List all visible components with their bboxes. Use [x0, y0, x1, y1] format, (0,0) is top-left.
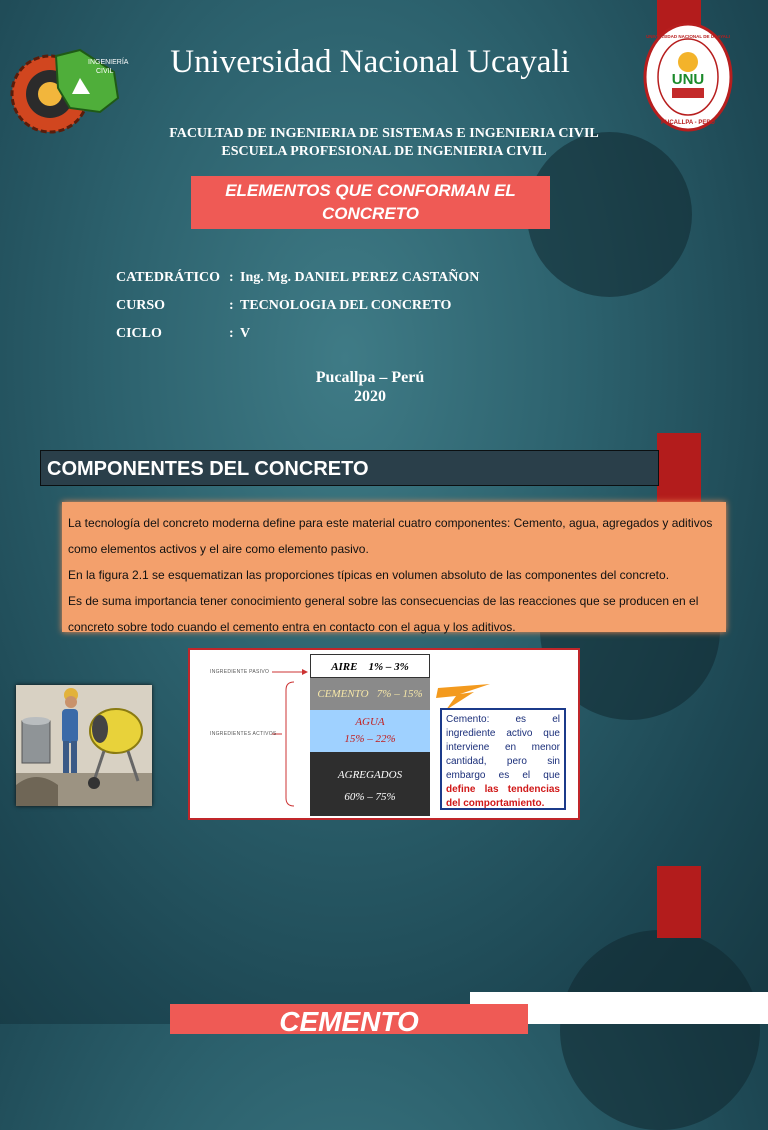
topic-banner-line2: CONCRETO	[322, 204, 419, 223]
layer-agua-name: AGUA	[355, 716, 385, 728]
layer-aire-range: 1% – 3%	[368, 661, 409, 673]
right-logo-city: PUCALLPA - PERÚ	[661, 120, 715, 126]
layer-agregados-range: 60% – 75%	[344, 791, 396, 803]
layer-cemento-name: CEMENTO	[317, 688, 369, 700]
right-logo-ring-text: UNIVERSIDAD NACIONAL DE UCAYALI	[646, 34, 730, 39]
left-logo-text-2: CIVIL	[96, 68, 114, 75]
right-logo-unu: UNU	[671, 71, 705, 88]
info-value-catedratico: Ing. Mg. DANIEL PEREZ CASTAÑON	[240, 270, 480, 285]
next-section-title: CEMENTO	[170, 1004, 528, 1034]
info-value-curso: TECNOLOGIA DEL CONCRETO	[240, 298, 452, 313]
info-label-catedratico: CATEDRÁTICO	[116, 270, 220, 285]
topic-banner-line1: ELEMENTOS QUE CONFORMAN EL	[225, 181, 516, 200]
layer-agregados-name: AGREGADOS	[337, 769, 403, 781]
worker-mixer-illustration	[16, 685, 152, 806]
intro-textbox	[62, 502, 726, 632]
cement-description-box	[440, 708, 566, 810]
info-sep-ciclo: :	[229, 326, 234, 341]
info-label-curso: CURSO	[116, 298, 166, 313]
info-sep-catedratico: :	[229, 270, 234, 285]
active-ingredients-label: INGREDIENTES ACTIVOS	[210, 731, 277, 737]
school-name: ESCUELA PROFESIONAL DE INGENIERIA CIVIL	[221, 144, 547, 159]
red-accent-bar-low	[657, 866, 701, 938]
bg-circle-bottom	[560, 930, 760, 1130]
info-label-ciclo: CICLO	[116, 326, 162, 341]
cement-description-highlight: define las tendencias del comportamiento.	[446, 784, 560, 809]
cement-description-text: Cemento: es el ingrediente activo que interviene en menor cantidad, pero sin embargo es el que	[446, 714, 560, 781]
info-sep-curso: :	[229, 298, 234, 313]
layer-aire-name: AIRE	[331, 661, 358, 673]
layer-agregados	[310, 752, 430, 816]
layer-aire	[310, 654, 430, 678]
topic-banner	[191, 176, 550, 229]
left-logo-text-1: INGENIERÍA	[88, 59, 129, 66]
passive-ingredient-label: INGREDIENTE PASIVO	[210, 669, 270, 675]
intro-paragraph-3: Es de suma importancia tener conocimiento general sobre las consecuencias de las reacciones que se producen en el concreto sobre todo cuando el cemento entra en contacto con el agua y los aditivos.	[68, 594, 699, 634]
intro-paragraph-1: La tecnología del concreto moderna define para este material cuatro componentes: Cemento, agua, agregados y aditivos como elementos activos y el aire como elemento pasivo.	[68, 516, 713, 556]
info-value-ciclo: V	[240, 326, 251, 341]
place-year: 2020	[354, 388, 386, 405]
red-accent-bar-mid	[657, 433, 701, 505]
concrete-proportions-figure	[188, 648, 580, 820]
section-title: COMPONENTES DEL CONCRETO	[40, 450, 659, 486]
intro-paragraph-2: En la figura 2.1 se esquematizan las proporciones típicas en volumen absoluto de las componentes del concreto.	[68, 568, 670, 582]
place-city: Pucallpa – Perú	[315, 369, 425, 386]
layer-cemento-range: 7% – 15%	[376, 688, 423, 700]
faculty-name: FACULTAD DE INGENIERIA DE SISTEMAS E INGENIERIA CIVIL	[169, 126, 599, 141]
layer-agua-range: 15% – 22%	[344, 733, 396, 745]
layer-cemento	[310, 678, 430, 710]
layer-agua	[310, 710, 430, 752]
university-title: Universidad Nacional Ucayali	[170, 44, 570, 80]
